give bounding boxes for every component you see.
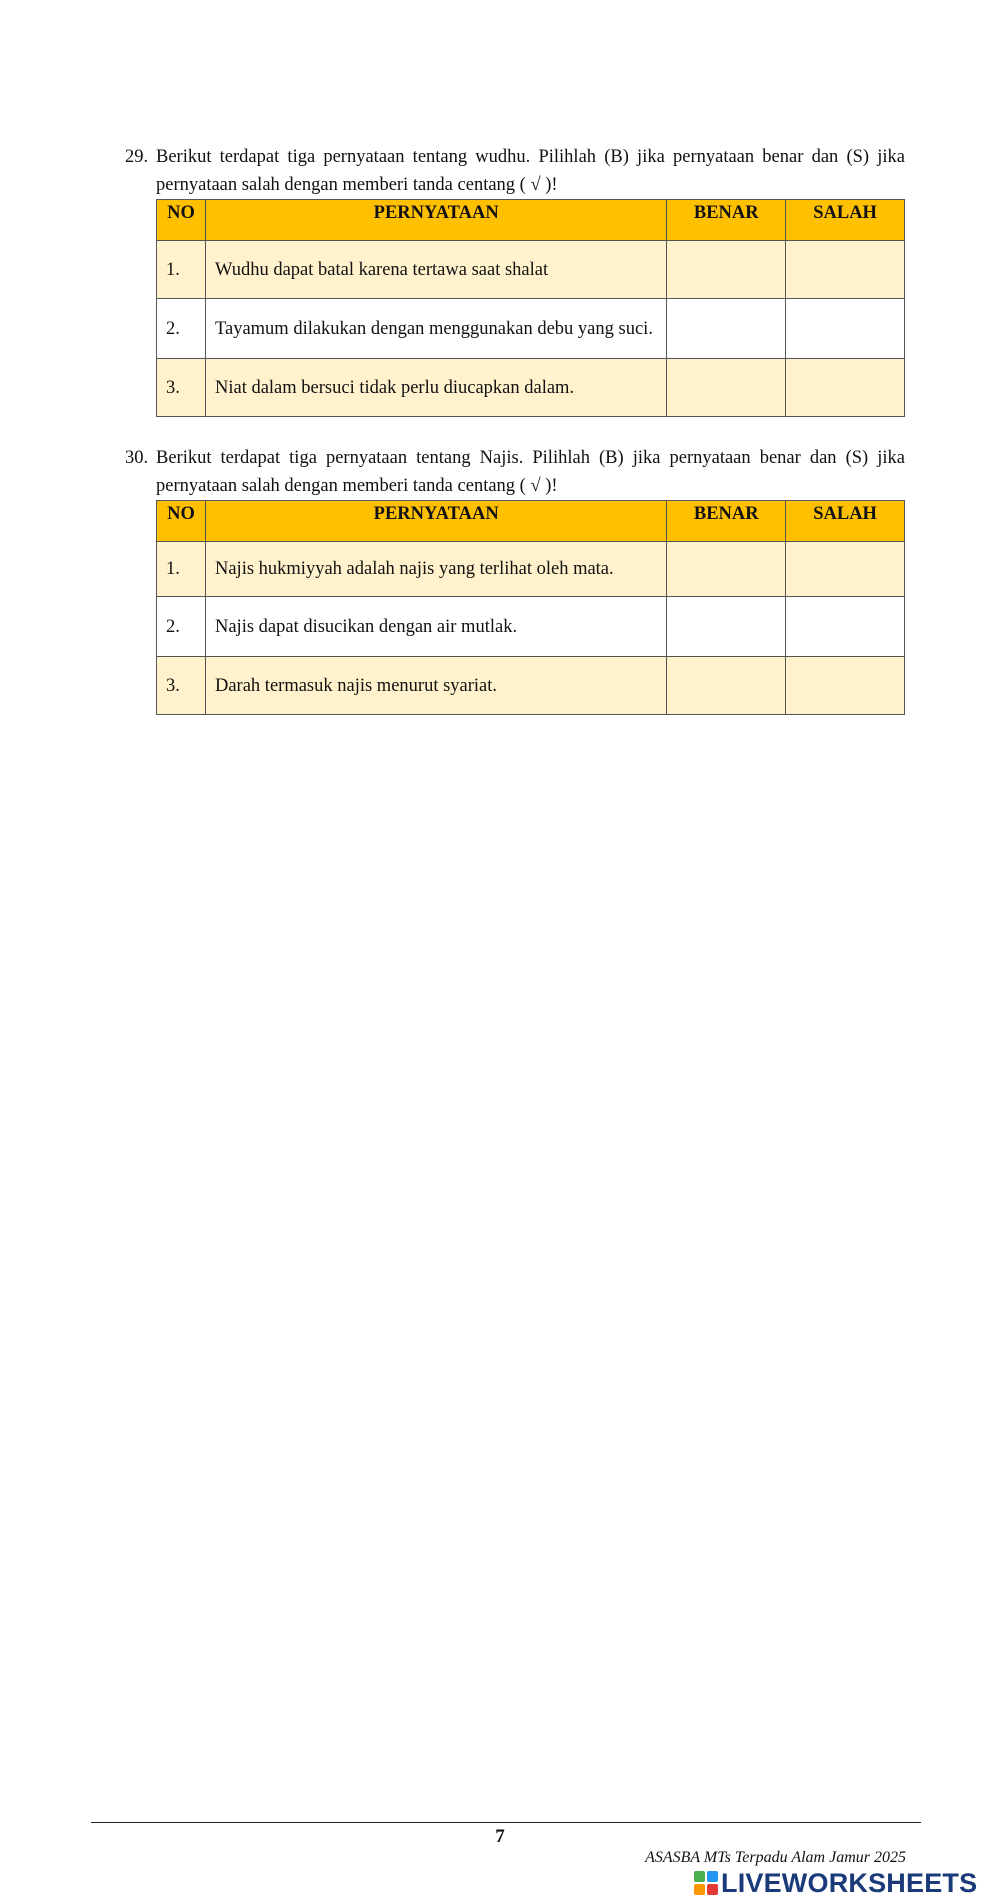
salah-checkbox-cell[interactable] xyxy=(786,542,905,597)
row-statement: Najis hukmiyyah adalah najis yang terlihat oleh mata. xyxy=(205,542,666,597)
header-statement: PERNYATAAN xyxy=(205,200,666,241)
table-row xyxy=(157,542,905,597)
table-header-row xyxy=(157,200,905,241)
row-number: 2. xyxy=(157,597,206,657)
table-header-row xyxy=(157,501,905,542)
question-30-text: Berikut terdapat tiga pernyataan tentang Najis. Pilihlah (B) jika pernyataan benar dan (S) jika pernyataan salah dengan memberi tanda centang ( √ )! xyxy=(156,448,905,496)
table-row xyxy=(157,241,905,299)
question-30 xyxy=(125,444,905,715)
header-salah: SALAH xyxy=(786,501,905,542)
header-statement: PERNYATAAN xyxy=(205,501,666,542)
header-benar: BENAR xyxy=(667,200,786,241)
page-number: 7 xyxy=(495,1826,505,1847)
question-30-prompt xyxy=(125,444,905,500)
table-row xyxy=(157,597,905,657)
header-no: NO xyxy=(157,501,206,542)
row-number: 3. xyxy=(157,359,206,417)
salah-checkbox-cell[interactable] xyxy=(786,657,905,715)
benar-checkbox-cell[interactable] xyxy=(667,597,786,657)
table-row xyxy=(157,299,905,359)
header-benar: BENAR xyxy=(667,501,786,542)
benar-checkbox-cell[interactable] xyxy=(667,299,786,359)
header-salah: SALAH xyxy=(786,200,905,241)
question-30-number: 30. xyxy=(125,448,149,468)
benar-checkbox-cell[interactable] xyxy=(667,359,786,417)
salah-checkbox-cell[interactable] xyxy=(786,359,905,417)
question-29-number: 29. xyxy=(125,147,149,167)
row-number: 2. xyxy=(157,299,206,359)
brand-name: LIVEWORKSHEETS xyxy=(721,1867,978,1898)
footer-note: ASASBA MTs Terpadu Alam Jamur 2025 xyxy=(645,1849,906,1866)
row-statement: Tayamum dilakukan dengan menggunakan debu yang suci. xyxy=(205,299,666,359)
row-number: 1. xyxy=(157,241,206,299)
question-29 xyxy=(125,143,905,417)
row-statement: Darah termasuk najis menurut syariat. xyxy=(205,657,666,715)
salah-checkbox-cell[interactable] xyxy=(786,299,905,359)
benar-checkbox-cell[interactable] xyxy=(667,241,786,299)
salah-checkbox-cell[interactable] xyxy=(786,241,905,299)
footer-divider xyxy=(91,1822,921,1823)
question-30-table xyxy=(156,500,905,715)
salah-checkbox-cell[interactable] xyxy=(786,597,905,657)
question-29-text: Berikut terdapat tiga pernyataan tentang wudhu. Pilihlah (B) jika pernyataan benar dan (S) jika pernyataan salah dengan memberi tanda centang ( √ )! xyxy=(156,147,905,195)
question-29-table xyxy=(156,199,905,417)
liveworksheets-logo-icon xyxy=(694,1871,718,1895)
table-row xyxy=(157,359,905,417)
header-no: NO xyxy=(157,200,206,241)
row-number: 3. xyxy=(157,657,206,715)
benar-checkbox-cell[interactable] xyxy=(667,657,786,715)
row-statement: Najis dapat disucikan dengan air mutlak. xyxy=(205,597,666,657)
benar-checkbox-cell[interactable] xyxy=(667,542,786,597)
row-statement: Wudhu dapat batal karena tertawa saat shalat xyxy=(205,241,666,299)
row-statement: Niat dalam bersuci tidak perlu diucapkan dalam. xyxy=(205,359,666,417)
question-29-prompt xyxy=(125,143,905,199)
liveworksheets-brand[interactable] xyxy=(694,1868,977,1898)
row-number: 1. xyxy=(157,542,206,597)
table-row xyxy=(157,657,905,715)
